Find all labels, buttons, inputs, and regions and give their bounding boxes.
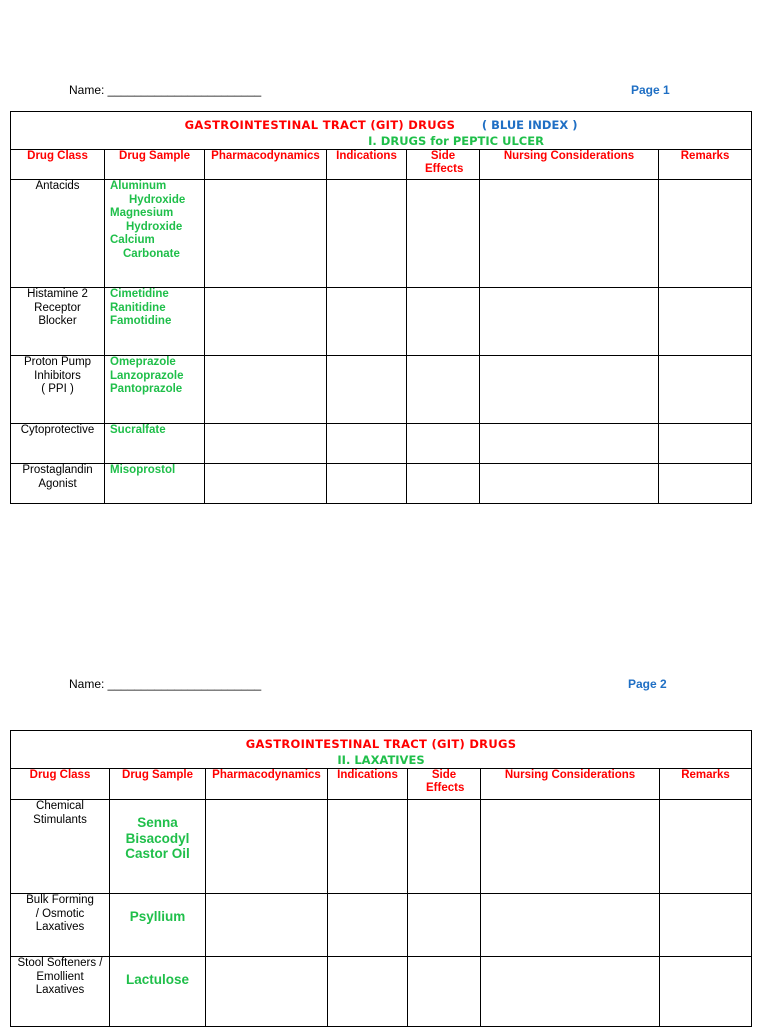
drug-class-cell: [11, 957, 110, 1027]
drug-name: Hydroxide: [129, 193, 186, 206]
name-field-page-1[interactable]: Name: _______________________: [69, 83, 262, 97]
nursing-considerations-cell[interactable]: [481, 894, 660, 957]
pharmacodynamics-cell[interactable]: [206, 894, 328, 957]
drug-class-cell: [11, 424, 105, 464]
header-drug-sample: Drug Sample: [110, 769, 206, 800]
side-effects-cell[interactable]: [407, 180, 480, 288]
pharmacodynamics-cell[interactable]: [206, 957, 328, 1027]
header-nursing-considerations: Nursing Considerations: [480, 150, 659, 180]
drug-class-text: Laxatives: [35, 921, 85, 933]
drug-class-text: Bulk Forming: [26, 894, 94, 906]
drug-class-text: Cytoprotective: [20, 424, 95, 436]
side-effects-cell[interactable]: [408, 800, 481, 894]
side-effects-cell[interactable]: [408, 957, 481, 1027]
nursing-considerations-cell[interactable]: [480, 424, 659, 464]
drug-sample-cell: [110, 957, 206, 1027]
drug-name: Bisacodyl: [125, 830, 190, 846]
table-row: [11, 464, 752, 504]
indications-cell[interactable]: [327, 424, 407, 464]
nursing-considerations-cell[interactable]: [480, 288, 659, 356]
drug-class-text: Proton Pump: [23, 356, 92, 368]
indications-cell[interactable]: [328, 800, 408, 894]
drug-class-text: Receptor: [34, 301, 81, 314]
pharmacodynamics-cell[interactable]: [205, 464, 327, 504]
drug-class-text: Blocker: [38, 315, 77, 327]
indications-cell[interactable]: [328, 957, 408, 1027]
side-effects-cell[interactable]: [407, 288, 480, 356]
remarks-cell[interactable]: [659, 288, 752, 356]
name-field-page-2[interactable]: Name: _______________________: [69, 677, 262, 691]
header-remarks: Remarks: [659, 150, 752, 180]
side-effects-cell[interactable]: [407, 464, 480, 504]
page-number-2: Page 2: [628, 677, 667, 691]
drug-name: Castor Oil: [125, 846, 190, 861]
drug-class-text: Emollient: [36, 970, 84, 983]
pharmacodynamics-cell[interactable]: [205, 288, 327, 356]
header-remarks: Remarks: [660, 769, 752, 800]
drug-name: Lanzoprazole: [110, 369, 184, 382]
side-effects-cell[interactable]: [407, 424, 480, 464]
drug-name: Pantoprazole: [110, 383, 183, 395]
header-side-effects: Side Effects: [407, 150, 480, 180]
nursing-considerations-cell[interactable]: [480, 464, 659, 504]
remarks-cell[interactable]: [660, 894, 752, 957]
pharmacodynamics-cell[interactable]: [205, 424, 327, 464]
table-row: [11, 356, 752, 424]
drug-sample-cell: [105, 356, 205, 424]
remarks-cell[interactable]: [659, 464, 752, 504]
drug-class-text: Chemical: [36, 800, 84, 812]
drug-name: Hydroxide: [126, 220, 183, 233]
title-main: GASTROINTESTINAL TRACT (GIT) DRUGS: [245, 737, 517, 751]
drug-name: Sucralfate: [110, 424, 166, 436]
drug-sample-cell: [110, 800, 206, 894]
header-side-effects: Side Effects: [408, 769, 481, 800]
nursing-considerations-cell[interactable]: [481, 800, 660, 894]
nursing-considerations-cell[interactable]: [481, 957, 660, 1027]
table-subtitle: II. LAXATIVES: [337, 753, 425, 767]
drug-name: Magnesium: [110, 207, 174, 219]
header-indications: Indications: [327, 150, 407, 180]
header-pharmacodynamics: Pharmacodynamics: [206, 769, 328, 800]
header-drug-class: Drug Class: [11, 150, 105, 180]
table-row: [11, 288, 752, 356]
drug-class-cell: [11, 894, 110, 957]
drug-name: Calcium: [110, 234, 155, 246]
remarks-cell[interactable]: [659, 424, 752, 464]
drug-class-text: Antacids: [35, 180, 80, 192]
table-row: [11, 424, 752, 464]
drug-name: Aluminum: [110, 180, 167, 192]
table-row: [11, 894, 752, 957]
drug-class-cell: [11, 180, 105, 288]
indications-cell[interactable]: [327, 464, 407, 504]
remarks-cell[interactable]: [660, 800, 752, 894]
drug-sample-cell: [110, 894, 206, 957]
table-subtitle: I. DRUGS for PEPTIC ULCER: [368, 134, 544, 148]
drug-class-text: Laxatives: [35, 984, 85, 996]
header-drug-sample: Drug Sample: [105, 150, 205, 180]
drug-class-text: Stool Softeners /: [17, 957, 103, 969]
drug-name: Psyllium: [129, 909, 186, 924]
table-row: [11, 957, 752, 1027]
table-row: [11, 180, 752, 288]
title-main: GASTROINTESTINAL TRACT (GIT) DRUGS: [184, 118, 456, 132]
header-nursing-considerations: Nursing Considerations: [481, 769, 660, 800]
drug-name: Ranitidine: [110, 301, 166, 314]
title-index: ( BLUE INDEX ): [481, 118, 578, 132]
drug-class-cell: [11, 800, 110, 894]
drug-sample-cell: [105, 464, 205, 504]
drug-table-peptic-ulcer: [10, 111, 752, 504]
drug-name: Famotidine: [110, 315, 172, 327]
header-pharmacodynamics: Pharmacodynamics: [205, 150, 327, 180]
table-title: [11, 731, 752, 769]
remarks-cell[interactable]: [659, 180, 752, 288]
drug-class-text: Stimulants: [33, 813, 87, 826]
drug-name: Carbonate: [123, 247, 180, 260]
drug-class-text: ( PPI ): [41, 383, 74, 395]
drug-class-text: Prostaglandin: [22, 464, 93, 476]
table-title: [11, 112, 752, 150]
drug-class-cell: [11, 288, 105, 356]
side-effects-cell[interactable]: [407, 356, 480, 424]
drug-name: Omeprazole: [110, 356, 176, 368]
indications-cell[interactable]: [327, 180, 407, 288]
drug-class-text: Histamine 2: [27, 288, 88, 300]
page-number-1: Page 1: [631, 83, 670, 97]
remarks-cell[interactable]: [659, 356, 752, 424]
drug-class-text: Inhibitors: [34, 369, 81, 382]
drug-table-laxatives: [10, 730, 752, 1027]
drug-name: Cimetidine: [110, 288, 169, 300]
drug-sample-cell: [105, 424, 205, 464]
drug-class-text: / Osmotic: [35, 907, 85, 920]
nursing-considerations-cell[interactable]: [480, 356, 659, 424]
pharmacodynamics-cell[interactable]: [205, 180, 327, 288]
drug-class-text: Agonist: [38, 477, 77, 490]
drug-sample-cell: [105, 288, 205, 356]
table-row: [11, 800, 752, 894]
pharmacodynamics-cell[interactable]: [205, 356, 327, 424]
nursing-considerations-cell[interactable]: [480, 180, 659, 288]
side-effects-cell[interactable]: [408, 894, 481, 957]
drug-sample-cell: [105, 180, 205, 288]
drug-name: Misoprostol: [110, 464, 176, 476]
indications-cell[interactable]: [327, 288, 407, 356]
indications-cell[interactable]: [328, 894, 408, 957]
pharmacodynamics-cell[interactable]: [206, 800, 328, 894]
drug-name: Lactulose: [125, 972, 190, 987]
indications-cell[interactable]: [327, 356, 407, 424]
remarks-cell[interactable]: [660, 957, 752, 1027]
drug-class-cell: [11, 356, 105, 424]
header-indications: Indications: [328, 769, 408, 800]
header-drug-class: Drug Class: [11, 769, 110, 800]
drug-class-cell: [11, 464, 105, 504]
drug-name: Senna: [137, 815, 178, 830]
